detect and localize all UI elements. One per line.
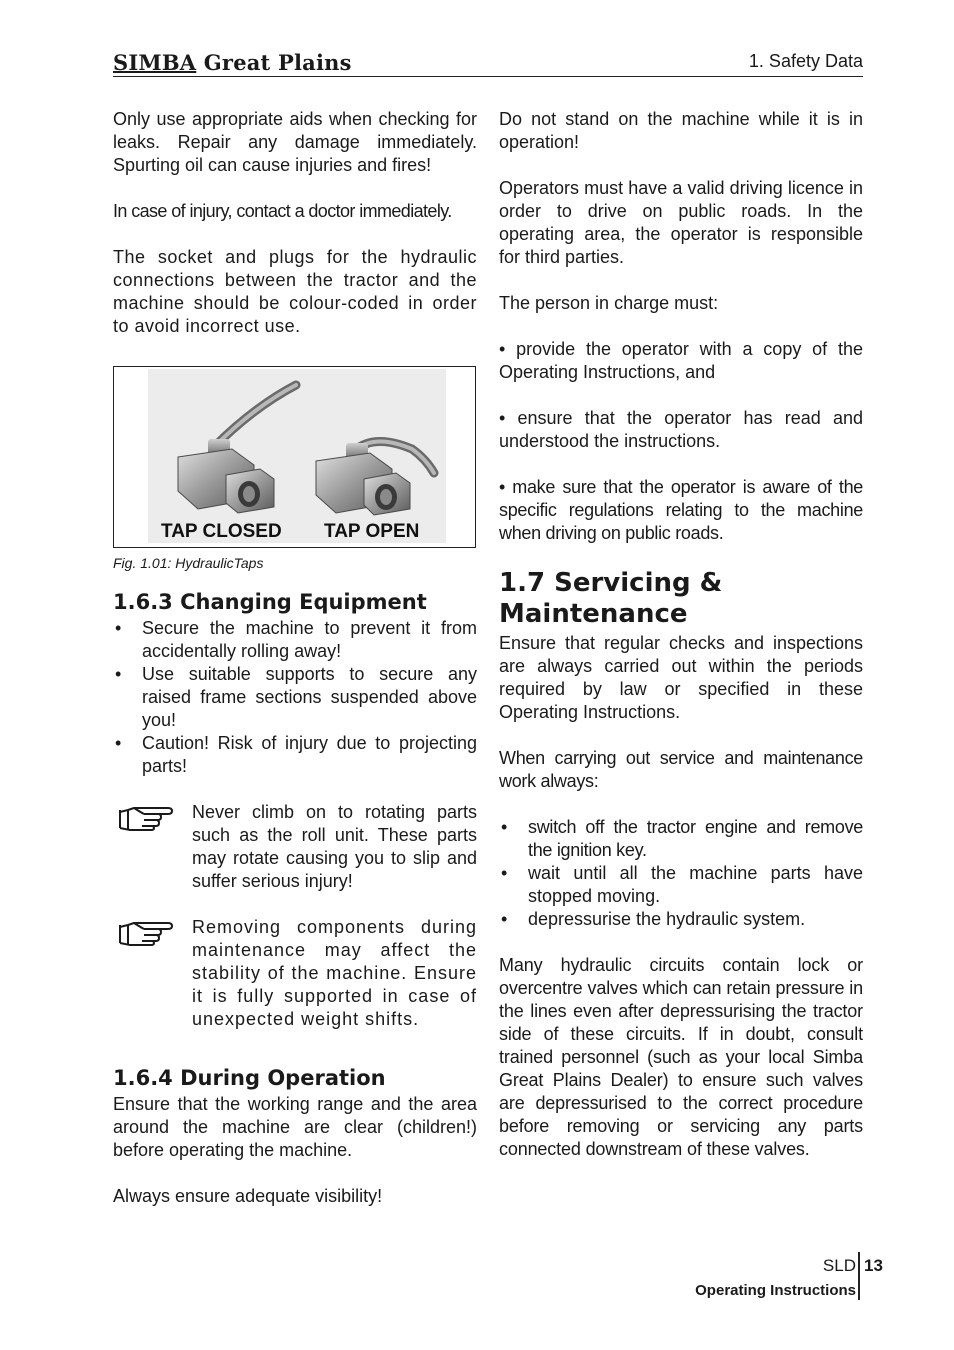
footer-divider: [858, 1252, 860, 1300]
bullet-dot: •: [115, 618, 122, 638]
pointing-hand-icon: [118, 805, 174, 831]
warning-text: Removing components during maintenance may affect the stability of the machine. Ensure it is fully supported in case of unexpected weight shifts.: [192, 917, 477, 1029]
hydraulic-circuits-paragraph: Many hydraulic circuits contain lock or overcentre valves which can retain pressure in the lines even after depressurising the tractor side of these circuits. If in doubt, consult trained personnel (such as your local Simba Great Plains Dealer) to ensure such valves are depressurised to the correct procedure before removing or servicing any parts connected downstream of these valves.: [499, 955, 863, 1159]
regulations-paragraph: • make sure that the operator is aware of the specific regulations relating to the machine when driving on public roads.: [499, 477, 863, 543]
colour-code-paragraph: The socket and plugs for the hydraulic connections between the tractor and the machine should be colour-coded in order to avoid incorrect use.: [113, 247, 477, 336]
heading-line-1: 1.7 Servicing &: [499, 568, 723, 598]
section-1-6-4-heading: 1.6.4 During Operation: [113, 1066, 386, 1090]
provide-instructions-paragraph: • provide the operator with a copy of the Operating Instructions, and: [499, 339, 863, 382]
list-item: [113, 663, 477, 732]
bullet-dot: •: [501, 863, 508, 883]
tap-closed-valve: [178, 385, 296, 513]
list-item-text: Use suitable supports to secure any raised frame sections suspended above you!: [142, 664, 477, 730]
section-label: 1. Safety Data: [748, 51, 863, 71]
working-range-paragraph: Ensure that the working range and the area around the machine are clear (children!) before operating the machine.: [113, 1094, 477, 1160]
do-not-stand-paragraph: Do not stand on the machine while it is in operation!: [499, 109, 863, 152]
tap-closed-label: TAP CLOSED: [161, 521, 282, 542]
list-item-text: Secure the machine to prevent it from accidentally rolling away!: [142, 618, 477, 661]
figure-caption: Fig. 1.01: HydraulicTaps: [113, 555, 264, 571]
stability-warning: [113, 916, 477, 1031]
service-steps-list: [499, 816, 863, 931]
list-item-text: depressurise the hydraulic system.: [528, 909, 806, 929]
bullet-dot: •: [501, 817, 508, 837]
leak-check-paragraph: Only use appropriate aids when checking for leaks. Repair any damage immediately. Spurting oil can cause injuries and fires!: [113, 109, 477, 175]
bullet-dot: •: [115, 733, 122, 753]
bullet-dot: •: [501, 909, 508, 929]
person-in-charge-paragraph: The person in charge must:: [499, 293, 719, 313]
footer-product-code: SLD: [822, 1256, 856, 1275]
right-column: [499, 108, 863, 1184]
licence-paragraph: Operators must have a valid driving licence in order to drive on public roads. In the operating area, the operator is responsible for third parties.: [499, 178, 863, 267]
service-work-paragraph: When carrying out service and maintenance work always:: [499, 748, 863, 791]
ensure-read-paragraph: • ensure that the operator has read and understood the instructions.: [499, 408, 863, 451]
bullet-dot: •: [115, 664, 122, 684]
regular-checks-paragraph: Ensure that regular checks and inspections are always carried out within the periods required by law or specified in these Operating Instructions.: [499, 633, 863, 722]
list-item-text: Caution! Risk of injury due to projecting parts!: [142, 733, 477, 776]
left-column: [113, 108, 477, 1231]
heading-line-2: Maintenance: [499, 599, 688, 629]
visibility-paragraph: Always ensure adequate visibility!: [113, 1186, 383, 1206]
list-item: [499, 908, 863, 931]
list-item: [113, 617, 477, 663]
pointing-hand-icon: [118, 920, 174, 946]
injury-paragraph: In case of injury, contact a doctor immediately.: [113, 201, 452, 221]
section-1-7-heading: [499, 568, 863, 630]
tap-open-label: TAP OPEN: [324, 521, 420, 542]
list-item-text: switch off the tractor engine and remove the ignition key.: [528, 817, 863, 860]
page-header: [113, 48, 863, 77]
hydraulic-taps-figure: [113, 366, 476, 548]
list-item-text: wait until all the machine parts have stopped moving.: [528, 863, 863, 906]
brand-logo: [113, 50, 352, 75]
page-number: 13: [864, 1256, 883, 1275]
warning-text: Never climb on to rotating parts such as the roll unit. These parts may rotate causing you to slip and suffer serious injury!: [192, 802, 477, 891]
list-item: [113, 732, 477, 778]
rotating-parts-warning: [113, 801, 477, 893]
brand-great-plains: Great Plains: [196, 50, 352, 75]
section-1-6-3-heading: 1.6.3 Changing Equipment: [113, 590, 427, 614]
tap-open-valve: [316, 441, 434, 515]
brand-simba: SIMBA: [113, 50, 197, 75]
changing-equipment-list: [113, 617, 477, 778]
footer-document-title: Operating Instructions: [695, 1282, 856, 1299]
list-item: [499, 816, 863, 862]
list-item: [499, 862, 863, 908]
